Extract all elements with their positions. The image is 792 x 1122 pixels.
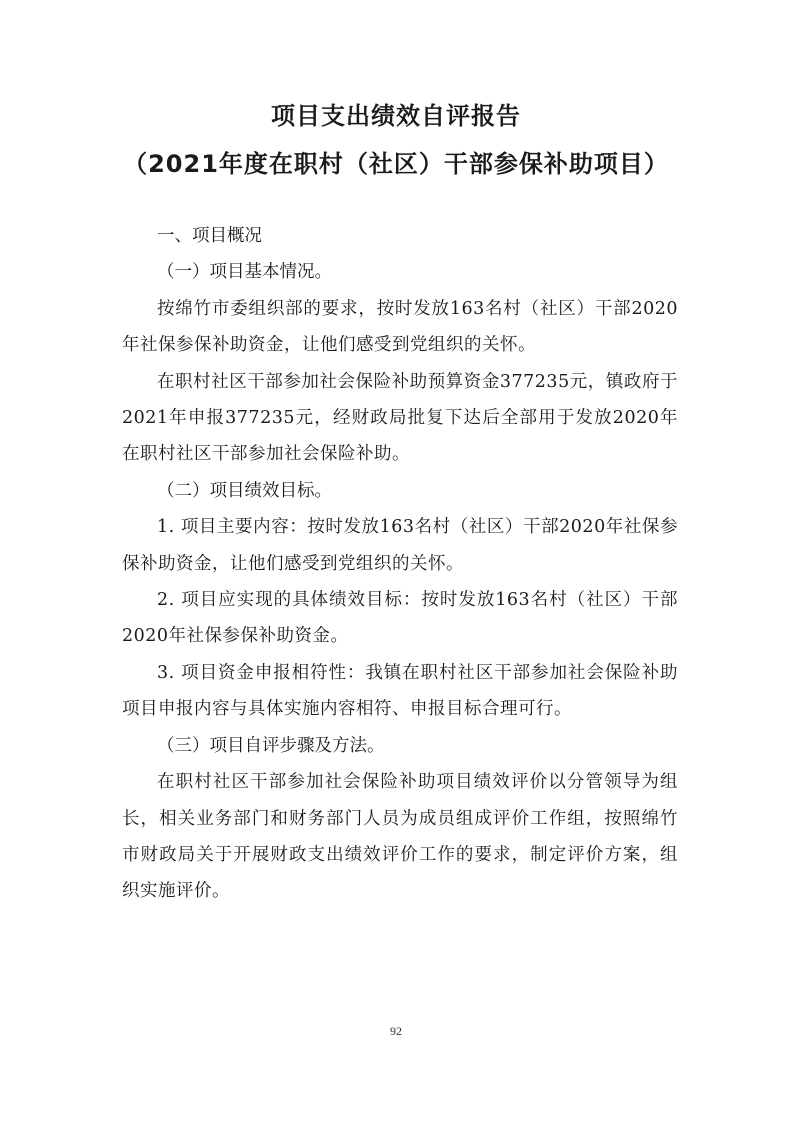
title-line-2: （2021年度在职村（社区）干部参保补助项目） [123, 150, 669, 178]
paragraph-basic-info: 按绵竹市委组织部的要求，按时发放163名村（社区）干部2020年社保参保补助资金，让他们感受到党组织的关怀。 [122, 298, 678, 356]
subsection-heading-method: （三）项目自评步骤及方法。 [157, 735, 385, 756]
paragraph-budget: 在职村社区干部参加社会保险补助预算资金377235元，镇政府于2021年申报377235元，经财政局批复下达后全部用于发放2020年在职村社区干部参加社会保险补助。 [122, 371, 678, 465]
paragraph-goal-1: 1. 项目主要内容：按时发放163名村（社区）干部2020年社保参保补助资金，让他们感受到党组织的关怀。 [122, 517, 678, 574]
title-line-1: 项目支出绩效自评报告 [271, 102, 521, 130]
page-number: 92 [390, 1024, 402, 1038]
section-heading-overview: 一、项目概况 [157, 226, 262, 246]
subsection-heading-basic-info: （一）项目基本情况。 [157, 262, 332, 283]
report-title [0, 92, 792, 188]
paragraph-goal-3: 3. 项目资金申报相符性：我镇在职村社区干部参加社会保险补助项目申报内容与具体实施内容相符、申报目标合理可行。 [122, 662, 678, 720]
paragraph-method: 在职村社区干部参加社会保险补助项目绩效评价以分管领导为组长，相关业务部门和财务部门人员为成员组成评价工作组，按照绵竹市财政局关于开展财政支出绩效评价工作的要求，制定评价方案，组织实施评价。 [122, 772, 678, 902]
report-body [122, 218, 678, 910]
subsection-heading-goals: （二）项目绩效目标。 [157, 480, 332, 501]
paragraph-goal-2: 2. 项目应实现的具体绩效目标：按时发放163名村（社区）干部2020年社保参保补助资金。 [122, 590, 678, 647]
